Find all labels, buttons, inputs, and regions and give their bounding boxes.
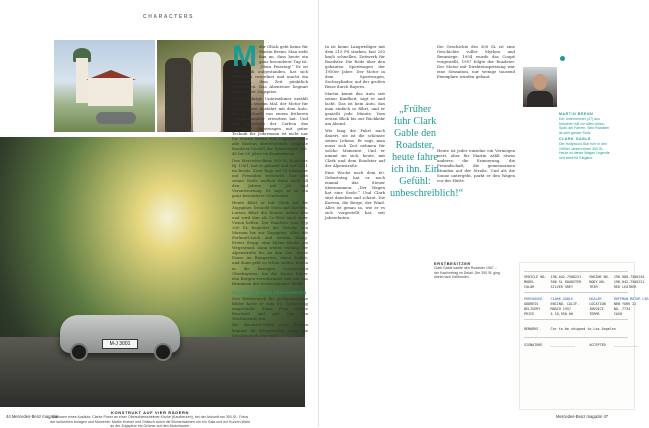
- paragraph: Den Wettbewerb für großgewordene Bilder hatte er zum 60. Geburtstag eingereicht. Seine Frau wusste Bescheid und gab ihm ein Wochenende frei.: [232, 295, 308, 321]
- paragraph: Den Mercedes-Benz 300 SL Roadster, Bj. 1961, hat er gekauft und seit 2011 im Besitz. Zwei Tage auf 50 Kilometer mit Freunden verbracht. Das gibt seiner Seele endlich Ruhe nach all den Jahren mit Job und Verantwortung. Er sagt, er ist ein ganz besonderer Gentleman.: [232, 158, 308, 199]
- church-body: [88, 78, 133, 106]
- wheel-front: [70, 343, 88, 361]
- article-column-1: [232, 40, 308, 409]
- folio-left: 44 Mercedes-Benz magazin: [6, 414, 59, 419]
- folio-right: Mercedes-Benz magazin 47: [556, 414, 609, 419]
- rule: [524, 337, 628, 338]
- paragraph: Der 47-jährige Unternehmer erzählt heute von seinem Mal, der Motor für eine längere Ausfahrt mit dem Auto, das er schnell von einem früheren Oldtimerhändler erworben hat. Und was außerhalb der Carbon das klassische Sportwagen mit guter Technik für Jedermann ist nicht nur für Martin Brenn eine Legende. Eine alte Morbus überdeutende, elegante Roadster-Modell der Sportwagen gut. 40 bis 50 Jahre im Kundenkreis.: [232, 95, 308, 157]
- doc-row: MODEL 300 SL ROADSTER BODY NO. 198.042.7500221: [524, 280, 645, 284]
- doc-row: PRICE $ 10,950.00 TERMS CASH: [524, 312, 622, 316]
- paragraph: Die Roadster-Fahrt nach Bayern beginnt im Morgenlicht, wenn die Straßen noch leer sind.: [232, 322, 308, 338]
- doc-row: REMARKS Car to be shipped to Los Angeles: [524, 327, 616, 331]
- license-plate: M-J 3001: [102, 339, 138, 349]
- parked-car: [96, 112, 136, 124]
- paragraph: ehr Glück geht keine für Martin Brenn. Man sieht ihm an, dass heute ein ganz besonderer Tag ist. „Mein Feiertag!“ Er ist extra früh aufgestanden, hat sich Frühstück verordnet und macht ein Verbindet, dem Zeit pünktlich loszufahren. Das Abenteuer beginnt jetzt, an der Zugspitze.: [232, 44, 308, 95]
- pull-quote: „Früher fuhr Clark Gable den Roadster, heute fahre ich ihn. Ein Gefühl: unbeschreiblich!“: [390, 104, 464, 199]
- bio-sidebar: [559, 110, 611, 160]
- rule: [524, 319, 628, 320]
- paragraph: Wie lang die Fahrt auch dauert, sie ist die schönste seines Lebens. Er sagt, man muss sich Zeit nehmen für solche Momente. Und er nimmt sie sich, heute, mit Clark und dem Roadster auf der Alpenstraße.: [325, 127, 385, 169]
- sales-document: [519, 262, 649, 410]
- doc-row: SIGNATURE ____________ ACCEPTED ____________: [524, 343, 639, 347]
- bio-name: CLARK GABLE: [559, 137, 592, 142]
- bio-name: MARTIN BRENN: [559, 112, 594, 116]
- paragraph: Martin kennt das Auto seit seiner Kindheit, sagt er und lacht. Das ist kein Auto, das man einfach so fährt, und er genießt jede Minute. Vom ersten Blick bis zur Rückkehr am Abend.: [325, 90, 385, 127]
- paragraph: Heute fährt er mit Clark auf die Zugspitze, besucht Seen und Kirchen. Lorenz fährt die Kontur neben ihm und wird ihm als Co-Pilot nach einer Vision helfen. Der Roadster vom Typ 300 SL begleitet die Strecke von Murnau bis zur Zugspitze, alles mit Perlmutt-Lack und sattem Klang. Erster Stopp: eine kleine Kirche am Wegesrand, dann weiter entlang der Alpenstraße bis an den See. Kurze Pause im Biergarten, einen Kaffee, und dann geht es schon weiter, hinein in die kurvigen Landstraßen Oberbayerns, bis die Sonne hinter den Bergen verschwindet und nur das Brummen des Sechszylinders bleibt.: [232, 199, 308, 286]
- caption-title: KONSTRUKT AUF VIER RÄDERN: [111, 410, 189, 415]
- portrait-body: [527, 91, 553, 107]
- wheel-rear: [154, 343, 172, 361]
- paragraph: Eine Woche nach dem 60. Geburtstag hat er noch einmal das Steuer übernommen: „Der Wagen hat eine Seele.“ Und Clark sitzt daneben und schaut. Die Kurven, die Berge, der Wind. Alles ist genau so, wie er es sich vorgestellt hat, seit Jahrzehnten.: [325, 169, 385, 221]
- portrait-head: [533, 74, 547, 90]
- portrait-photo: [523, 67, 557, 107]
- roadster-car: [60, 315, 180, 353]
- doc-row: PURCHASER CLARK GABLE DEALER HOFFMAN MOTOR CAR: [524, 297, 649, 301]
- photo-caption: [50, 411, 250, 428]
- rule: [524, 271, 628, 272]
- document-caption: [434, 262, 500, 280]
- paragraph: In ist keine Langweiliger mit dem 215 PS starken, fast 250 km/h schnellen, Zeitwerk für Roadster. Die Rede über den gebauten Sportwagen der 1950er Jahre. Der Motor in dem Sportwagen, Sechszylinder, auf der großen Reise durch Bayern.: [325, 44, 385, 90]
- subhead: ROADMOVIE ZUM SECHZIGSTEN: [232, 289, 307, 295]
- article-column-2c: [437, 148, 515, 258]
- doc-row: COLOR SILVER GREY TRIM RED LEATHER: [524, 285, 637, 289]
- bio-text: Der Hollywood-Star fuhr in den 1950er Jahren einen 300 SL. Heute ist dieser Wagen Legende und steht für Eleganz.: [559, 142, 610, 160]
- document-caption-text: Clark Gable kaufte den Roadster 1957 – der Kaufvertrag im Detail. Der 300 SL ging direkt nach Kalifornien.: [434, 266, 500, 280]
- paragraph: Heute ist jeder einzelne ein Vermögen wert, aber für Martin zählt etwas anderes: die Erinnerung, die Freundschaft, die gemeinsamen Stunden auf der Straße. Und als die Sonne untergeht, parkt er den Wagen vor der Hütte.: [437, 148, 515, 184]
- bio-text: Der Unternehmer (47) aus München will vor allem eines: Spaß am Fahren. Sein Roadster ist sein ganzer Stolz.: [559, 117, 610, 135]
- doc-row: DELIVERY MARCH 1957 INVOICE NO. 7734: [524, 307, 631, 311]
- doc-row: VEHICLE NO. 198.042.7500221 ENGINE NO. 198.980.7500254: [524, 275, 645, 279]
- person-2: [193, 52, 221, 132]
- left-page: [0, 0, 319, 427]
- paragraph: Die Geschichte des 300 SL ist eine Geschichte voller Mythen und Rennsiege. 1954 wurde das Coupé vorgestellt, 1957 folgte der Roadster. Der Motor mit Direkteinspritzung war eine Sensation, nur wenige tausend Exemplare wurden gebaut.: [437, 44, 515, 80]
- article-column-2a: [325, 44, 385, 274]
- rule: [524, 292, 628, 293]
- drop-cap: M: [232, 40, 257, 73]
- accent-dot: [560, 56, 565, 61]
- doc-row: ADDRESS ENCINO, CALIF. LOCATION NEW YORK 22: [524, 302, 637, 306]
- church-photo: [54, 40, 155, 132]
- person-1: [165, 58, 191, 132]
- church-tower: [76, 58, 88, 103]
- section-label: CHARACTERS: [143, 14, 194, 20]
- article-column-2b: [437, 44, 515, 102]
- document-caption-title: ERSTBESITZER: [434, 261, 471, 266]
- caption-text: Stationen eines Ausfluts: Clarke Poser an einer Oberschleissheimer Kirche (Kaufbeuren), bei der Ankunft am 300 SL. Fotos der kulturellen Anlagen und Momente: Martin Kreiser und Grätsch durch die Blumenwiesen um ein Gala und ein Kurven-Wald an der Zugspitze bis Grümer auf den Motorhaube.: [50, 415, 250, 428]
